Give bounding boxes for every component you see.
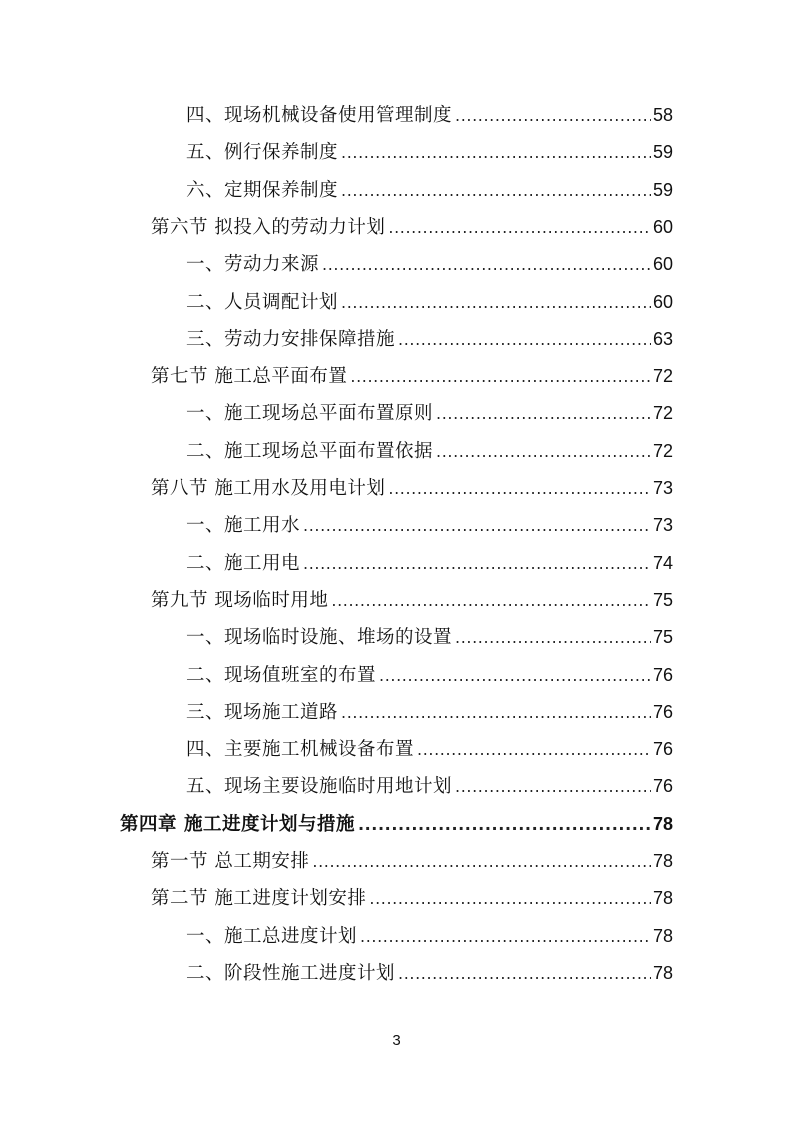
toc-entry-page-number: 76 [652,701,673,722]
toc-entry[interactable] [186,511,673,545]
toc-entry-title: 第六节 拟投入的劳动力计划 [151,216,386,238]
page-number: 3 [392,1032,401,1049]
toc-entry[interactable] [186,250,673,284]
toc-entry[interactable] [186,325,673,359]
toc-entry-title: 一、施工用水 [186,515,301,537]
toc-entry[interactable] [186,698,673,732]
toc-entry-title: 四、主要施工机械设备布置 [186,739,415,761]
toc-entry[interactable] [186,138,673,172]
toc-entry-title: 一、施工现场总平面布置原则 [186,403,434,425]
toc-entry[interactable] [151,586,673,620]
toc-entry[interactable] [151,362,673,396]
dot-leader [350,367,651,386]
toc-entry-title: 二、施工用电 [186,552,301,574]
toc-entry-title: 第四章 施工进度计划与措施 [120,813,355,835]
toc-entry-page-number: 78 [652,962,673,983]
toc-entry-page-number: 72 [652,440,673,461]
toc-entry-page-number: 72 [652,366,673,387]
toc-entry-page-number: 74 [652,552,673,573]
toc-entry-title: 二、施工现场总平面布置依据 [186,440,434,462]
toc-entry[interactable] [186,623,673,657]
dot-leader [303,516,651,535]
toc-entry[interactable] [186,176,673,210]
toc-entry[interactable] [151,884,673,918]
toc-entry-page-number: 59 [652,179,673,200]
dot-leader [455,106,651,125]
toc-entry-page-number: 63 [652,328,673,349]
dot-leader [455,777,651,796]
toc-entry[interactable] [186,959,673,993]
dot-leader [331,591,651,610]
toc-entry-title: 一、劳动力来源 [186,254,320,276]
toc-entry[interactable] [186,288,673,322]
dot-leader [379,666,651,685]
toc-entry[interactable] [186,549,673,583]
toc-entry[interactable] [186,437,673,471]
toc-entry[interactable] [151,213,673,247]
toc-entry-page-number: 60 [652,291,673,312]
dot-leader [358,815,651,834]
toc-entry-page-number: 78 [652,888,673,909]
toc-entry-page-number: 59 [652,142,673,163]
toc-entry-page-number: 76 [652,739,673,760]
toc-entry-title: 四、现场机械设备使用管理制度 [186,105,453,126]
dot-leader [322,255,651,274]
toc-entry-page-number: 76 [652,664,673,685]
toc-entry-title: 第七节 施工总平面布置 [151,366,348,388]
toc-entry-title: 第二节 施工进度计划安排 [151,888,367,910]
toc-entry-page-number: 72 [652,403,673,424]
toc-entry[interactable] [151,847,673,881]
dot-leader [312,852,651,871]
dot-leader [455,628,651,647]
toc-entry[interactable] [186,772,673,806]
toc-entry-title: 第九节 现场临时用地 [151,589,329,611]
dot-leader [388,218,651,237]
dot-leader [341,181,651,200]
toc-entry-title: 三、现场施工道路 [186,701,339,723]
toc-entry[interactable] [186,735,673,769]
toc-entry-title: 五、现场主要设施临时用地计划 [186,776,453,798]
dot-leader [398,964,651,983]
dot-leader [436,404,651,423]
toc-entry[interactable] [186,399,673,433]
dot-leader [417,740,651,759]
toc-entry-title: 三、劳动力安排保障措施 [186,328,396,350]
toc-entry-page-number: 76 [652,776,673,797]
toc-entry-page-number: 73 [652,478,673,498]
toc-entry-title: 五、例行保养制度 [186,142,339,164]
toc-entry-title: 第八节 施工用水及用电计划 [151,478,386,499]
toc-entry-page-number: 78 [652,925,673,946]
toc-entry[interactable] [186,922,673,956]
toc-entry-page-number: 75 [652,627,673,648]
dot-leader [341,293,651,312]
toc-entry-page-number: 78 [652,813,673,834]
toc-entry-page-number: 73 [652,515,673,536]
toc-entry-title: 一、施工总进度计划 [186,925,358,947]
toc-entry-title: 二、现场值班室的布置 [186,664,377,686]
dot-leader [388,479,651,498]
dot-leader [398,330,651,349]
dot-leader [341,703,651,722]
dot-leader [303,554,651,573]
toc-entry[interactable] [120,810,673,844]
dot-leader [360,927,651,946]
dot-leader [369,889,651,908]
toc-entry-page-number: 60 [652,254,673,275]
dot-leader [436,442,651,461]
toc-entry-page-number: 75 [652,589,673,610]
toc-entry[interactable] [186,101,673,135]
toc-entry-page-number: 60 [652,216,673,237]
toc-entry-title: 二、阶段性施工进度计划 [186,962,396,984]
toc-entry-page-number: 58 [652,105,673,125]
toc-entry-title: 六、定期保养制度 [186,179,339,201]
toc-entry-title: 第一节 总工期安排 [151,851,310,872]
toc-entry[interactable] [186,661,673,695]
toc-entry-page-number: 78 [652,851,673,871]
toc-entry-title: 一、现场临时设施、堆场的设置 [186,627,453,649]
toc-entry-title: 二、人员调配计划 [186,291,339,313]
dot-leader [341,143,651,162]
toc-entry[interactable] [151,474,673,508]
